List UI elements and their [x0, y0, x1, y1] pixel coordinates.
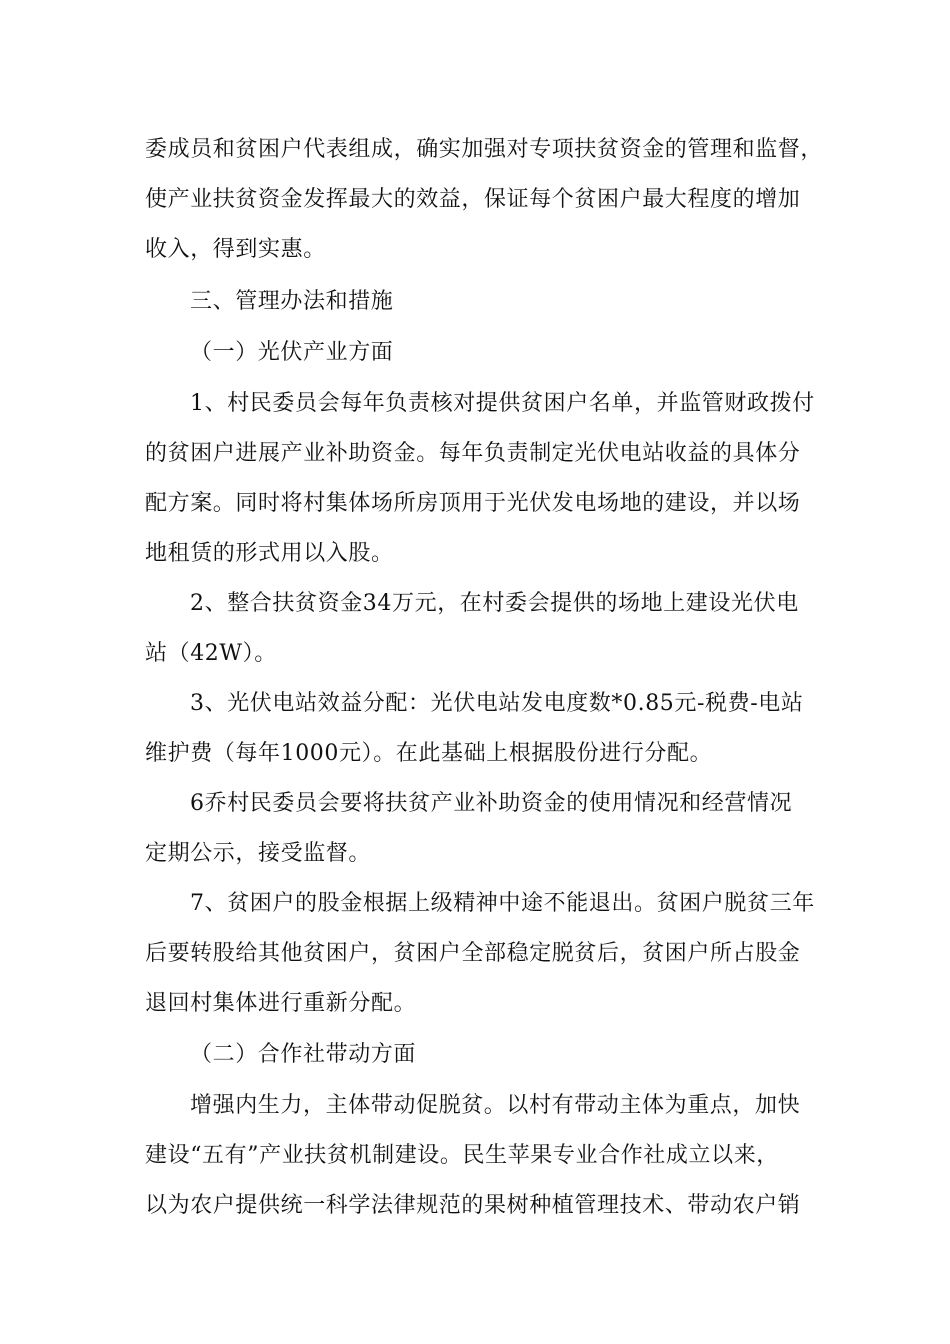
- body-text-line: 建设“五有”产业扶贫机制建设。民生苹果专业合作社成立以来，: [145, 1143, 779, 1168]
- body-text-line: 2、整合扶贫资金34万元，在村委会提供的场地上建设光伏电: [190, 591, 799, 616]
- body-text-line: 维护费（每年1000元）。在此基础上根据股份进行分配。: [145, 741, 713, 766]
- subsection-heading: （二）合作社带动方面: [190, 1042, 417, 1067]
- body-text-line: 退回村集体进行重新分配。: [145, 991, 417, 1016]
- body-text-line: 的贫困户进展产业补助资金。每年负责制定光伏电站收益的具体分: [145, 441, 801, 466]
- body-text-line: 以为农户提供统一科学法律规范的果树种植管理技术、带动农户销: [145, 1193, 801, 1218]
- body-text-line: 使产业扶贫资金发挥最大的效益，保证每个贫困户最大程度的增加: [145, 187, 801, 212]
- subsection-heading: （一）光伏产业方面: [190, 340, 394, 365]
- body-text-line: 站（42W）。: [145, 641, 277, 666]
- body-text-line: 后要转股给其他贫困户，贫困户全部稳定脱贫后，贫困户所占股金: [145, 941, 801, 966]
- body-text-line: 收入，得到实惠。: [145, 237, 326, 262]
- body-text-line: 3、光伏电站效益分配：光伏电站发电度数*0.85元-税费-电站: [190, 691, 804, 716]
- section-heading: 三、管理办法和措施: [190, 289, 394, 314]
- body-text-line: 配方案。同时将村集体场所房顶用于光伏发电场地的建设，并以场: [145, 491, 801, 516]
- body-text-line: 定期公示，接受监督。: [145, 841, 372, 866]
- body-text-line: 增强内生力，主体带动促脱贫。以村有带动主体为重点，加快: [190, 1093, 801, 1118]
- body-text-line: 7、贫困户的股金根据上级精神中途不能退出。贫困户脱贫三年: [190, 891, 815, 916]
- body-text-line: 地租赁的形式用以入股。: [145, 541, 394, 566]
- body-text-line: 委成员和贫困户代表组成，确实加强对专项扶贫资金的管理和监督，: [145, 137, 824, 162]
- body-text-line: 6乔村民委员会要将扶贫产业补助资金的使用情况和经营情况: [190, 791, 793, 816]
- body-text-line: 1、村民委员会每年负责核对提供贫困户名单，并监管财政拨付: [190, 391, 815, 416]
